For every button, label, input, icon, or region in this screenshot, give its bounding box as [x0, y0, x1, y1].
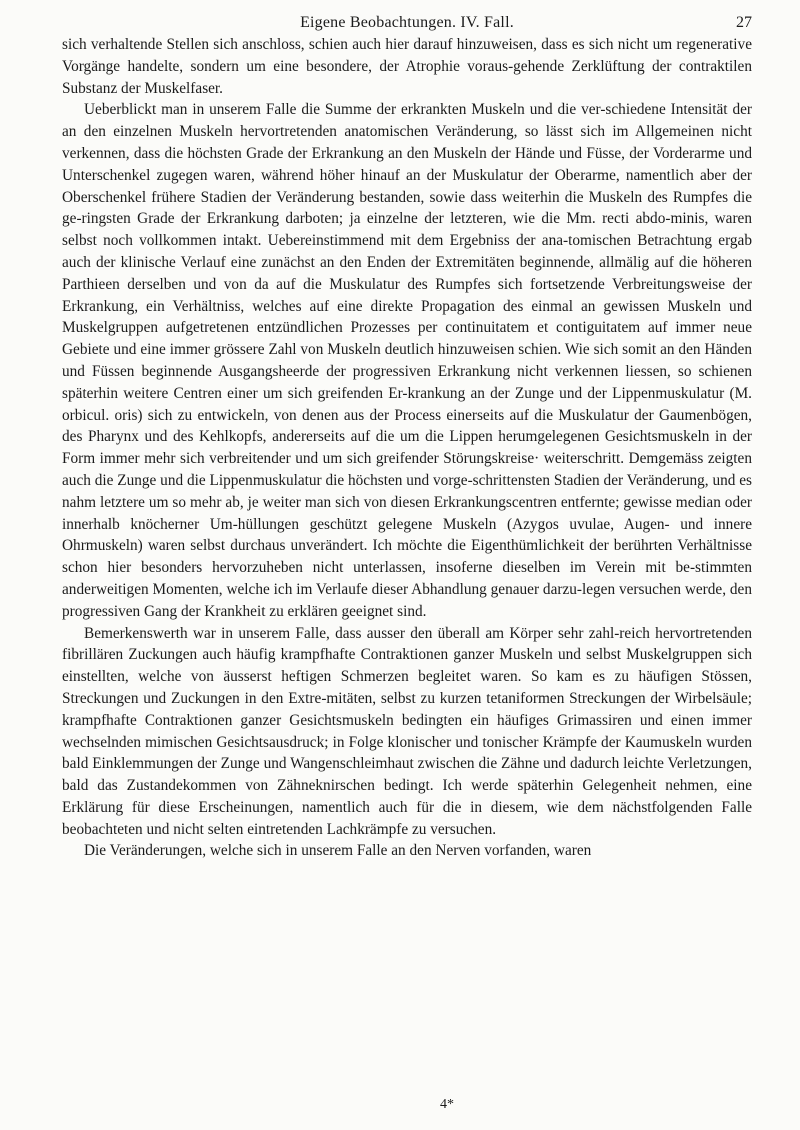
- signature-mark: 4*: [440, 1097, 454, 1112]
- page-header: [62, 10, 752, 36]
- paragraph-convulsions: Bemerkenswerth war in unserem Falle, dass ausser den überall am Körper sehr zahl-reich hervortretenden fibrillären Zuckungen auch häufig krampfhafte Contraktionen ganzer Muskeln und selbst Muskelgruppen sich einstellten, welche von äusserst heftigen Schmerzen begleitet waren. So kam es zu häufigen Stössen, Streckungen und Zuckungen in den Extre-mitäten, selbst zu kurzen tetaniformen Streckungen der Wirbelsäule; krampfhafte Contraktionen ganzer Gesichtsmuskeln bedingten ein häufiges Grimassiren und einen immer wechselnden mimischen Gesichtsausdruck; in Folge klonischer und tonischer Krämpfe der Kaumuskeln wurden bald Einklemmungen der Zunge und Wangenschleimhaut zwischen die Zähne und dadurch leichte Verletzungen, bald das Zustandekommen von Zähneknirschen bedingt. Ich werde späterhin Gelegenheit nehmen, eine Erklärung für diese Erscheinungen, namentlich auch für die in diesem, wie dem nächstfolgenden Falle beobachteten und nicht selten eintretenden Lachkrämpfe zu versuchen.: [62, 624, 752, 838]
- paragraph-muscle-overview: Ueberblickt man in unserem Falle die Summe der erkrankten Muskeln und die ver-schiedene Intensität der an den einzelnen Muskeln hervortretenden anatomischen Veränderung, so lässt sich im Allgemeinen nicht verkennen, dass die höchsten Grade der Erkrankung an den Muskeln der Hände und Füsse, der Vorderarme und Unterschenkel zugegen waren, während höher hinauf an der Muskulatur der Oberarme, namentlich aber der Oberschenkel frühere Stadien der Veränderung bestanden, sowie dass weiterhin die Muskeln des Rumpfes die ge-ringsten Grade der Erkrankung darboten; ja einzelne der letzteren, wie die Mm. recti abdo-minis, waren selbst noch vollkommen intakt. Uebereinstimmend mit dem Ergebniss der ana-tomischen Betrachtung ergab auch der klinische Verlauf eine zunächst an den Enden der Extremitäten beginnende, allmälig auf die höheren Parthieen derselben und von da auf die Muskulatur des Rumpfes sich fortsetzende Verbreitungsweise der Erkrankung, ein Verhältniss, welches auf eine direkte Propagation des einmal an gewissen Muskeln und Muskelgruppen aufgetretenen entzündlichen Prozesses per continuitatem et contiguitatem auf immer neue Gebiete und eine immer grössere Zahl von Muskeln deutlich hinzuweisen schien. Wie sich somit an den Händen und Füssen beginnende Ausgangsheerde der progressiven Erkrankung nicht verkennen liessen, so schienen späterhin weitere Centren einer um sich greifenden Er-krankung an der Zunge und der Lippenmuskulatur (M. orbicul. oris) sich zu entwickeln, von denen aus der Process einerseits auf die Muskulatur der Gaumenbögen, des Pharynx und des Kehlkopfs, andererseits auf die um die Lippen herumgelegenen Gesichtsmuskeln in der Form immer mehr sich verbreitender und um sich greifender Störungskreise· weiterschritt. Demgemäss zeigten auch die Zunge und die Lippenmuskulatur die höchsten und vorge-schrittensten Stadien der Veränderung, und es nahm letztere um so mehr ab, je weiter man sich von diesen Erkrankungscentren entfernte; gewisse median oder innerhalb knöcherner Um-hüllungen geschützt gelegene Muskeln (Azygos uvulae, Augen- und innere Ohrmuskeln) waren selbst durchaus unverändert. Ich möchte die Eigenthümlichkeit der berührten Verhältnisse schon hier besonders hervorzuheben nicht unterlassen, insoferne dieselben im Verein mit be-stimmten anderweitigen Momenten, welche ich im Verlaufe dieser Abhandlung genauer darzu-legen versuchen werde, den progressiven Gang der Krankheit zu erklären geeignet sind.: [62, 101, 752, 620]
- paragraph-nerves: Die Veränderungen, welche sich in unserem Falle an den Nerven vorfanden, waren: [84, 842, 592, 860]
- page-number: 27: [736, 14, 752, 31]
- running-head: Eigene Beobachtungen. IV. Fall.: [300, 14, 514, 31]
- paragraph-continuation: sich verhaltende Stellen sich anschloss, schien auch hier darauf hinzuweisen, dass es sich nicht um regenerative Vorgänge handelte, sondern um eine besondere, der Atrophie voraus-gehende Zerklüftung der contraktilen Substanz der Muskelfaser.: [62, 36, 752, 97]
- body-text: [62, 34, 752, 862]
